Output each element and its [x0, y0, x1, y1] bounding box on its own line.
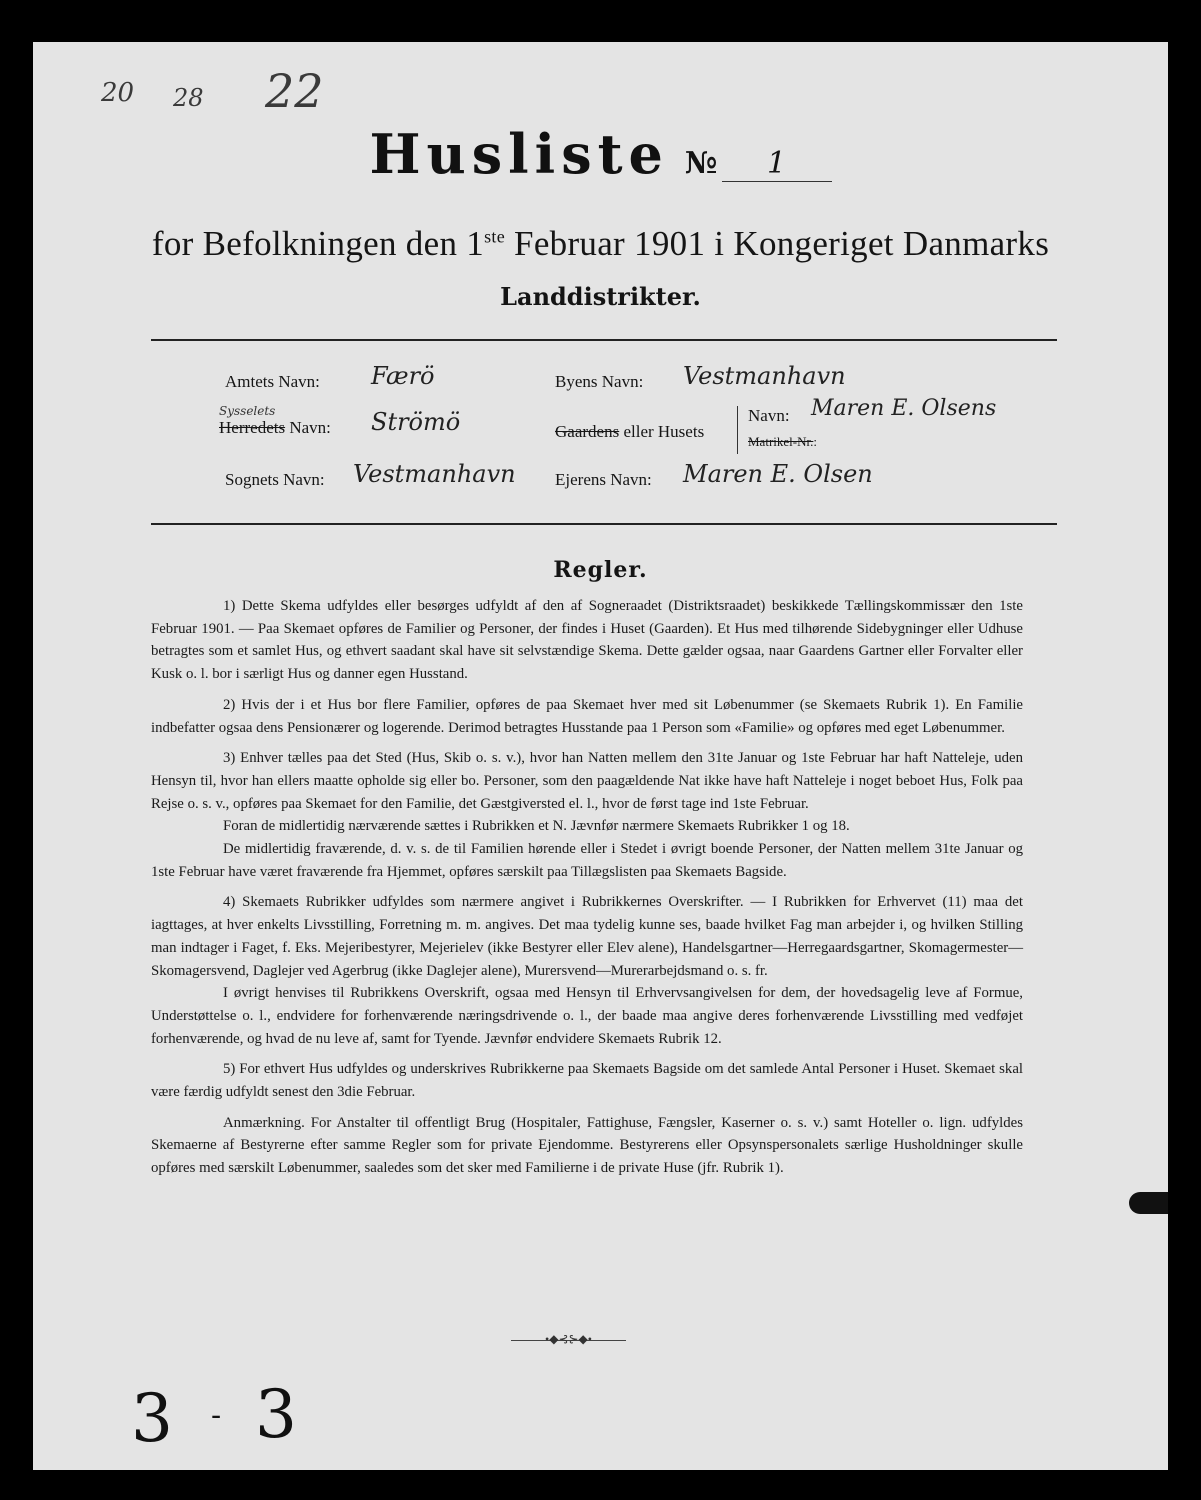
amtets-label: Amtets Navn: [225, 372, 320, 391]
gaardens-struck: Gaardens [555, 422, 620, 441]
rule-3: 3) Enhver tælles paa det Sted (Hus, Skib o. s. v.), hvor han Natten mellem den 31te Januar og 1ste Februar har haft Natteleje, uden Hensyn til, hvor han ellers maatte opholde sig eller bo. Personer, som den paagældende Nat ikke have haft Natteleje i noget beboet Hus, Folk paa Rejse o. s. v., opføres paa Skemaet for den Familie, det Gæstgiversted el. l., hvor de først tage ind 1ste Februar. [151, 750, 1023, 812]
gaardens-label-text: eller Husets [619, 422, 705, 441]
form-title: Husliste [369, 122, 669, 186]
annotation-note: Anmærkning. For Anstalter til offentligt Brug (Hospitaler, Fattighuse, Fængsler, Kaserner o. s. v.) samt Hoteller o. lign. udfyldes Skemaerne af Bestyrerne efter samme Regler som for private Ejendomme. Bestyrerens eller Opsynspersonalets særlige Husholdninger skulle opføres med særskilt Løbenummer, saaledes som det sker med Familierne i de private Huse (jfr. Rubrik 1). [151, 1114, 1023, 1177]
subtitle-pre: for Befolkningen den 1 [151, 224, 485, 263]
husets-navn-label: Navn: [748, 406, 790, 425]
form-subtitle [33, 224, 1168, 264]
gaardens-label [555, 422, 704, 442]
number-label: № [684, 146, 718, 181]
rule-3-n-note: Foran de midlertidig nærværende sættes i Rubrikken et N. Jævnfør nærmere Skemaets Rubrikker 1 og 18. [223, 818, 850, 835]
matrikel-label [748, 434, 817, 450]
pencil-number-3: 22 [265, 64, 324, 118]
ejerens-label: Ejerens Navn: [555, 470, 652, 489]
byens-label: Byens Navn: [555, 372, 644, 391]
rule-5: 5) For ethvert Hus udfyldes og underskrives Rubrikkerne paa Skemaets Bagside om det samlede Antal Personer i Huset. Skemaet skal være færdig udfyldt senest den 3die Februar. [151, 1061, 1023, 1101]
bottom-divider [151, 523, 1057, 525]
form-subtitle-2: Landdistrikter. [500, 282, 701, 311]
rule-1: 1) Dette Skema udfyldes eller besørges udfyldt af den af Sogneraadet (Distriktsraadet) beskikkede Tællingskommissær den 1ste Februar 1901. — Paa Skemaet opføres de Familier og Personer, der findes i Huset (Gaarden). Et Hus med tilhørende Sidebygninger eller Udhuse betragtes som et samlet Hus, og ethvert saadant skal have sit selvstændige Skema. Dette gælder ogsaa, naar Gaardens Gartner eller Forvalter eller Kusk o. l. bor i særligt Hus og danner egen Husstand. [151, 598, 1023, 683]
herredets-label [219, 418, 331, 438]
bottom-ornament: •◆⊰⊱◆• [545, 1332, 592, 1346]
rule-4: 4) Skemaets Rubrikker udfyldes som nærmere angivet i Rubrikkernes Overskrifter. — I Rubrikken for Erhvervet (11) maa det iagttages, at hver enkelts Livsstilling, Forretning m. m. angives. Det maa tydelig kunne ses, baade hvilket Fag man arbejder i, og hvilken Stilling man indtager i Faget, f. Eks. Mejeribestyrer, Mejerielev (ikke Bestyrer eller Elev alene), Handelsgartner—Herregaardsgartner, Skomagermester—Skomagersvend, Daglejer ved Agerbrug (ikke Daglejer alene), Murersvend—Murerarbejdsmand o. s. fr. [151, 894, 1023, 979]
top-divider [151, 339, 1057, 341]
handwritten-number-right: 3 [255, 1376, 297, 1453]
rules-heading: Regler. [553, 557, 648, 583]
census-form-page [33, 42, 1168, 1470]
pencil-number-2: 28 [173, 84, 204, 112]
herredets-correction: Sysselets [219, 404, 276, 418]
title-row [33, 122, 1168, 186]
sognets-label: Sognets Navn: [225, 470, 325, 489]
herredets-struck: Herredets [219, 418, 286, 437]
byens-value: Vestmanhavn [683, 362, 846, 390]
bracket-line [737, 406, 738, 454]
rule-3-absent-note: De midlertidig fraværende, d. v. s. de til Familien hørende eller i Stedet i øvrigt boende Personer, der Natten mellem 31te Januar og 1ste Februar have været fraværende fra Hjemmet, opføres særskilt paa Tillægslisten paa Skemaets Bagside. [151, 841, 1023, 880]
rule-2: 2) Hvis der i et Hus bor flere Familier, opføres de paa Skemaet hver med sit Løbenummer (se Skemaets Rubrik 1). En Familie indbefatter ogsaa dens Pensionærer og logerende. Derimod betragtes Husstande paa 1 Person som «Familie» og opføres med eget Løbenummer. [151, 696, 1023, 736]
rule-4-continued: I øvrigt henvises til Rubrikkens Overskrift, ogsaa med Hensyn til Erhvervsangivelsen for dem, der hovedsagelig leve af Formue, Understøttelse o. l., endvidere for forhenværende næringsdrivende o. l., der baade maa angive deres forhenværende Livsstilling med vedføjet forhenværende, og hvad de nu leve af, samt for Tyende. Jævnfør endvidere Skemaets Rubrik 12. [151, 985, 1023, 1047]
husets-navn-value: Maren E. Olsens [811, 396, 997, 421]
handwritten-number-left: 3 [131, 1380, 173, 1457]
matrikel-struck: Matrikel-Nr. [748, 434, 814, 449]
handwritten-dash: - [211, 1398, 222, 1433]
rules-text [151, 595, 1023, 1188]
subtitle-post: Februar 1901 i Kongeriget Danmarks [505, 224, 1050, 263]
herredets-value: Strömö [371, 408, 461, 436]
subtitle-sup: ste [484, 226, 505, 247]
amtets-value: Færö [371, 362, 435, 390]
ejerens-value: Maren E. Olsen [683, 460, 873, 488]
sognets-value: Vestmanhavn [353, 460, 516, 488]
herredets-label-text: Navn: [285, 418, 331, 437]
matrikel-colon: : [813, 434, 817, 449]
number-value: 1 [722, 146, 832, 182]
edge-tab-mark [1129, 1192, 1168, 1214]
pencil-number-1: 20 [101, 78, 135, 108]
